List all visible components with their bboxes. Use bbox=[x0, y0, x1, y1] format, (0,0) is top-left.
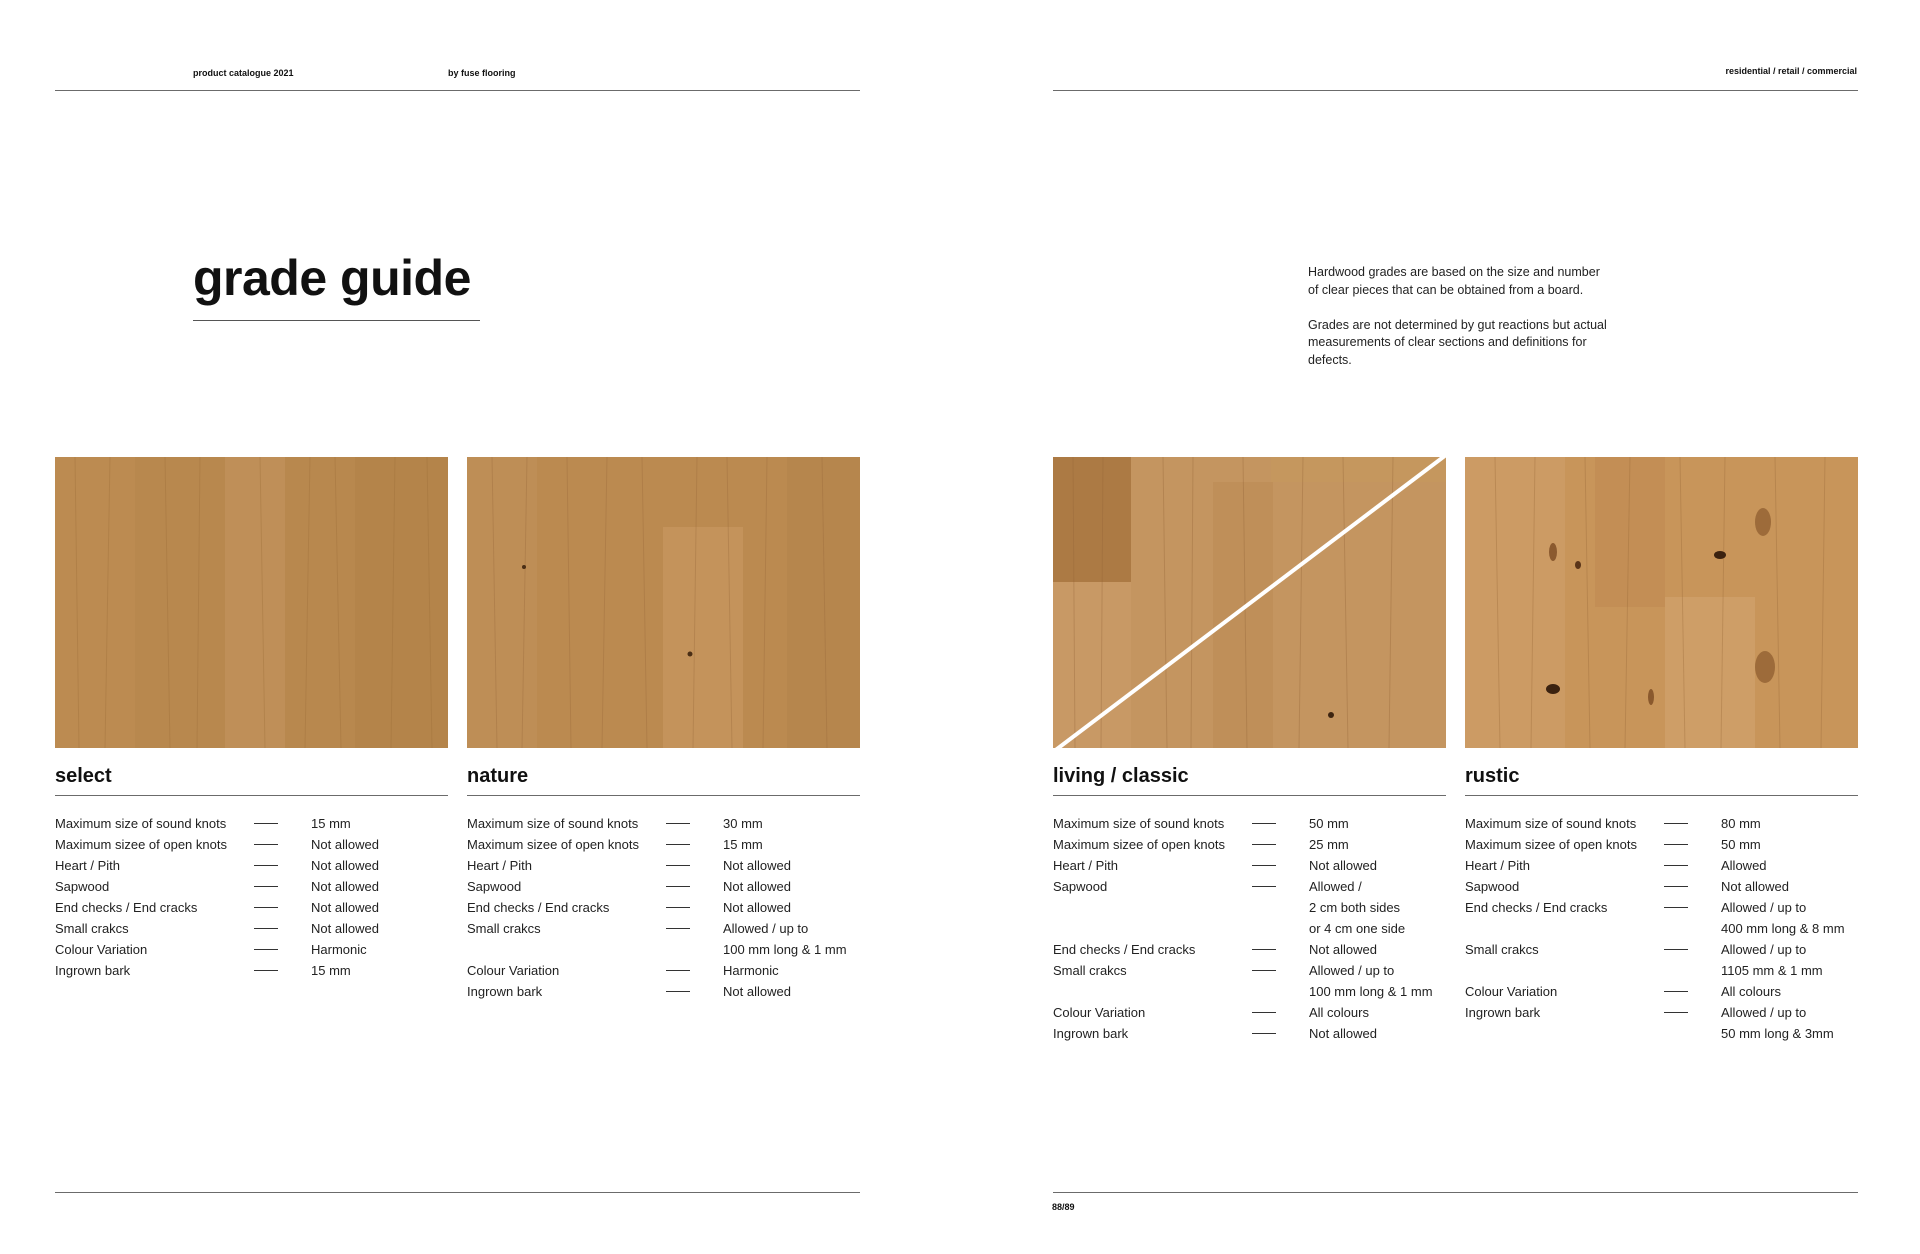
spec-row-continued bbox=[1465, 1023, 1858, 1044]
knot bbox=[1755, 508, 1771, 536]
spec-value: 15 mm bbox=[311, 816, 351, 831]
spec-dash bbox=[1252, 970, 1276, 971]
spec-label: Maximum sizee of open knots bbox=[1465, 837, 1637, 852]
spec-row bbox=[55, 813, 448, 834]
spec-dash bbox=[1664, 886, 1688, 887]
spec-dash bbox=[666, 991, 690, 992]
grade-name-rule bbox=[1053, 795, 1446, 796]
spec-label: Ingrown bark bbox=[467, 984, 543, 999]
spec-row bbox=[467, 876, 860, 897]
spec-table bbox=[467, 813, 860, 1002]
sectors-label: residential / retail / commercial bbox=[1725, 66, 1857, 76]
spec-dash bbox=[1664, 1012, 1688, 1013]
spec-label: Maximum size of sound knots bbox=[467, 816, 639, 831]
spec-dash bbox=[1664, 823, 1688, 824]
spec-label: Maximum sizee of open knots bbox=[467, 837, 639, 852]
spec-value: 80 mm bbox=[1721, 816, 1761, 831]
spec-value: Not allowed bbox=[311, 858, 379, 873]
knot bbox=[1755, 651, 1775, 683]
grade-living-classic bbox=[1053, 457, 1446, 1044]
spec-row bbox=[55, 834, 448, 855]
spec-value: Not allowed bbox=[311, 900, 379, 915]
spec-row bbox=[467, 834, 860, 855]
spec-row bbox=[467, 813, 860, 834]
spec-table bbox=[55, 813, 448, 981]
spec-value: 2 cm both sides bbox=[1309, 900, 1401, 915]
spec-dash bbox=[254, 844, 278, 845]
plank bbox=[55, 457, 135, 748]
spec-label: Small crakcs bbox=[467, 921, 541, 936]
spec-value: Allowed / bbox=[1309, 879, 1362, 894]
spec-value: Allowed / up to bbox=[1721, 900, 1807, 915]
spec-label: Maximum sizee of open knots bbox=[1053, 837, 1225, 852]
spec-dash bbox=[1252, 844, 1276, 845]
spec-row bbox=[1053, 939, 1446, 960]
spec-value: Not allowed bbox=[1309, 942, 1377, 957]
spec-dash bbox=[254, 907, 278, 908]
spec-row bbox=[1465, 1002, 1858, 1023]
spec-row bbox=[1465, 897, 1858, 918]
knot bbox=[1328, 712, 1334, 718]
knot bbox=[1546, 684, 1560, 694]
brand-label: by fuse flooring bbox=[448, 68, 516, 78]
spec-label: Maximum size of sound knots bbox=[1465, 816, 1637, 831]
spec-value: Harmonic bbox=[723, 963, 779, 978]
spec-dash bbox=[666, 886, 690, 887]
spec-row bbox=[1053, 1002, 1446, 1023]
intro-text bbox=[1308, 264, 1608, 387]
spec-dash bbox=[666, 907, 690, 908]
spec-value: Not allowed bbox=[723, 858, 791, 873]
spec-row bbox=[55, 855, 448, 876]
spec-dash bbox=[1252, 1012, 1276, 1013]
spec-row-continued bbox=[1465, 960, 1858, 981]
spec-value: or 4 cm one side bbox=[1309, 921, 1406, 936]
spec-value: All colours bbox=[1309, 1005, 1369, 1020]
spec-label: End checks / End cracks bbox=[1053, 942, 1196, 957]
intro-paragraph-1: Hardwood grades are based on the size and number of clear pieces that can be obtained from a board. bbox=[1308, 265, 1600, 297]
spec-dash bbox=[254, 949, 278, 950]
spec-dash bbox=[254, 886, 278, 887]
spec-row bbox=[1465, 834, 1858, 855]
spec-label: Colour Variation bbox=[55, 942, 148, 957]
grade-nature bbox=[467, 457, 860, 1002]
spec-value: 400 mm long & 8 mm bbox=[1721, 921, 1845, 936]
spec-dash bbox=[1252, 865, 1276, 866]
spec-dash bbox=[1664, 865, 1688, 866]
spec-dash bbox=[254, 823, 278, 824]
nature-wood-photo bbox=[467, 457, 860, 748]
knot bbox=[1648, 689, 1654, 705]
spec-value: Not allowed bbox=[723, 900, 791, 915]
spec-value: 15 mm bbox=[723, 837, 763, 852]
spec-row-continued bbox=[1465, 918, 1858, 939]
spec-value: Allowed / up to bbox=[723, 921, 809, 936]
spec-label: Maximum sizee of open knots bbox=[55, 837, 227, 852]
spec-row bbox=[55, 897, 448, 918]
grade-name: living / classic bbox=[1053, 765, 1189, 787]
grade-name: nature bbox=[467, 765, 529, 787]
spec-dash bbox=[666, 844, 690, 845]
spec-row-continued bbox=[1053, 918, 1446, 939]
rustic-wood-photo bbox=[1465, 457, 1858, 748]
plank bbox=[1271, 457, 1446, 482]
grade-rustic bbox=[1465, 457, 1858, 1044]
plank bbox=[355, 457, 448, 748]
footer-rule-right bbox=[1053, 1192, 1858, 1193]
spec-value: 25 mm bbox=[1309, 837, 1349, 852]
spec-row-continued bbox=[467, 939, 860, 960]
spec-dash bbox=[666, 928, 690, 929]
spec-dash bbox=[1664, 907, 1688, 908]
spec-row bbox=[467, 897, 860, 918]
knot bbox=[688, 652, 693, 657]
spec-row bbox=[467, 855, 860, 876]
spec-row bbox=[1053, 855, 1446, 876]
spec-label: Colour Variation bbox=[1465, 984, 1558, 999]
catalogue-label: product catalogue 2021 bbox=[193, 68, 294, 78]
spec-value: Not allowed bbox=[723, 984, 791, 999]
spec-dash bbox=[1252, 949, 1276, 950]
spec-dash bbox=[1664, 991, 1688, 992]
knot bbox=[1575, 561, 1581, 569]
spec-dash bbox=[254, 970, 278, 971]
spec-value: Not allowed bbox=[311, 879, 379, 894]
spec-label: Sapwood bbox=[1465, 879, 1520, 894]
footer-rule-left bbox=[55, 1192, 860, 1193]
spec-table bbox=[1465, 813, 1858, 1044]
spec-value: 15 mm bbox=[311, 963, 351, 978]
spec-dash bbox=[666, 823, 690, 824]
spec-value: Allowed bbox=[1721, 858, 1767, 873]
living-classic-wood-photo bbox=[1053, 457, 1446, 748]
spec-label: Ingrown bark bbox=[1465, 1005, 1541, 1020]
spec-value: 100 mm long & 1 mm bbox=[1309, 984, 1433, 999]
spec-row bbox=[467, 981, 860, 1002]
plank bbox=[225, 457, 285, 748]
spec-value: 50 mm bbox=[1309, 816, 1349, 831]
spec-value: Not allowed bbox=[1721, 879, 1789, 894]
spec-value: 50 mm long & 3mm bbox=[1721, 1026, 1834, 1041]
spec-row bbox=[1465, 813, 1858, 834]
spec-row-continued bbox=[1053, 981, 1446, 1002]
spec-label: Ingrown bark bbox=[55, 963, 131, 978]
spec-value: 50 mm bbox=[1721, 837, 1761, 852]
spec-row bbox=[55, 960, 448, 981]
header-rule-left bbox=[55, 90, 860, 91]
spec-row bbox=[55, 939, 448, 960]
spec-value: 1105 mm & 1 mm bbox=[1721, 963, 1823, 978]
spec-value: Not allowed bbox=[1309, 1026, 1377, 1041]
spec-dash bbox=[254, 928, 278, 929]
spec-row bbox=[1465, 981, 1858, 1002]
spec-row bbox=[467, 918, 860, 939]
spec-dash bbox=[1252, 823, 1276, 824]
spec-row bbox=[1465, 855, 1858, 876]
spec-label: Sapwood bbox=[467, 879, 522, 894]
spec-label: End checks / End cracks bbox=[1465, 900, 1608, 915]
spec-row bbox=[55, 918, 448, 939]
spec-label: Heart / Pith bbox=[1053, 858, 1119, 873]
spec-value: Not allowed bbox=[1309, 858, 1377, 873]
spec-value: 30 mm bbox=[723, 816, 763, 831]
spec-dash bbox=[1252, 1033, 1276, 1034]
spec-dash bbox=[1664, 844, 1688, 845]
spec-label: End checks / End cracks bbox=[467, 900, 610, 915]
title-underline bbox=[193, 320, 480, 321]
spec-row bbox=[1053, 834, 1446, 855]
spec-row bbox=[1053, 960, 1446, 981]
spec-row bbox=[1053, 813, 1446, 834]
spec-row bbox=[1465, 939, 1858, 960]
spec-row bbox=[1053, 876, 1446, 897]
spec-row-continued bbox=[1053, 897, 1446, 918]
spec-label: Sapwood bbox=[55, 879, 110, 894]
spec-label: Small crakcs bbox=[55, 921, 129, 936]
spec-label: Ingrown bark bbox=[1053, 1026, 1129, 1041]
spec-label: Small crakcs bbox=[1053, 963, 1127, 978]
spec-value: All colours bbox=[1721, 984, 1781, 999]
spec-label: Maximum size of sound knots bbox=[55, 816, 227, 831]
spec-label: Small crakcs bbox=[1465, 942, 1539, 957]
spec-label: Maximum size of sound knots bbox=[1053, 816, 1225, 831]
grade-name: rustic bbox=[1465, 765, 1520, 787]
knot bbox=[522, 565, 526, 569]
intro-paragraph-2: Grades are not determined by gut reactions but actual measurements of clear sections and definitions for defects. bbox=[1308, 317, 1607, 367]
plank bbox=[787, 457, 860, 748]
spec-value: Not allowed bbox=[311, 837, 379, 852]
spec-row bbox=[1465, 876, 1858, 897]
spec-dash bbox=[1664, 949, 1688, 950]
spec-label: End checks / End cracks bbox=[55, 900, 198, 915]
spec-label: Colour Variation bbox=[1053, 1005, 1146, 1020]
grade-name-rule bbox=[1465, 795, 1858, 796]
spec-value: Allowed / up to bbox=[1721, 942, 1807, 957]
grade-name: select bbox=[55, 765, 112, 787]
plank bbox=[1213, 482, 1273, 748]
spec-value: Harmonic bbox=[311, 942, 367, 957]
spec-label: Heart / Pith bbox=[55, 858, 121, 873]
page-title: grade guide bbox=[193, 250, 471, 306]
knot bbox=[1549, 543, 1557, 561]
spec-table bbox=[1053, 813, 1446, 1044]
spec-row bbox=[1053, 1023, 1446, 1044]
spec-value: Allowed / up to bbox=[1721, 1005, 1807, 1020]
spec-dash bbox=[666, 865, 690, 866]
spec-dash bbox=[1252, 886, 1276, 887]
select-wood-photo bbox=[55, 457, 448, 748]
spec-label: Heart / Pith bbox=[1465, 858, 1531, 873]
header-rule-right bbox=[1053, 90, 1858, 91]
page-number: 88/89 bbox=[1052, 1202, 1075, 1212]
grade-select bbox=[55, 457, 448, 981]
spec-value: Not allowed bbox=[723, 879, 791, 894]
spec-dash bbox=[666, 970, 690, 971]
spec-dash bbox=[254, 865, 278, 866]
spec-value: Not allowed bbox=[311, 921, 379, 936]
spec-label: Heart / Pith bbox=[467, 858, 533, 873]
spec-label: Sapwood bbox=[1053, 879, 1108, 894]
plank bbox=[1465, 457, 1565, 748]
spec-row bbox=[467, 960, 860, 981]
spec-row bbox=[55, 876, 448, 897]
plank bbox=[1053, 457, 1131, 582]
grade-name-rule bbox=[467, 795, 860, 796]
knot bbox=[1714, 551, 1726, 559]
plank bbox=[1665, 597, 1755, 748]
grade-name-rule bbox=[55, 795, 448, 796]
spec-value: Allowed / up to bbox=[1309, 963, 1395, 978]
spec-value: 100 mm long & 1 mm bbox=[723, 942, 847, 957]
spec-label: Colour Variation bbox=[467, 963, 560, 978]
